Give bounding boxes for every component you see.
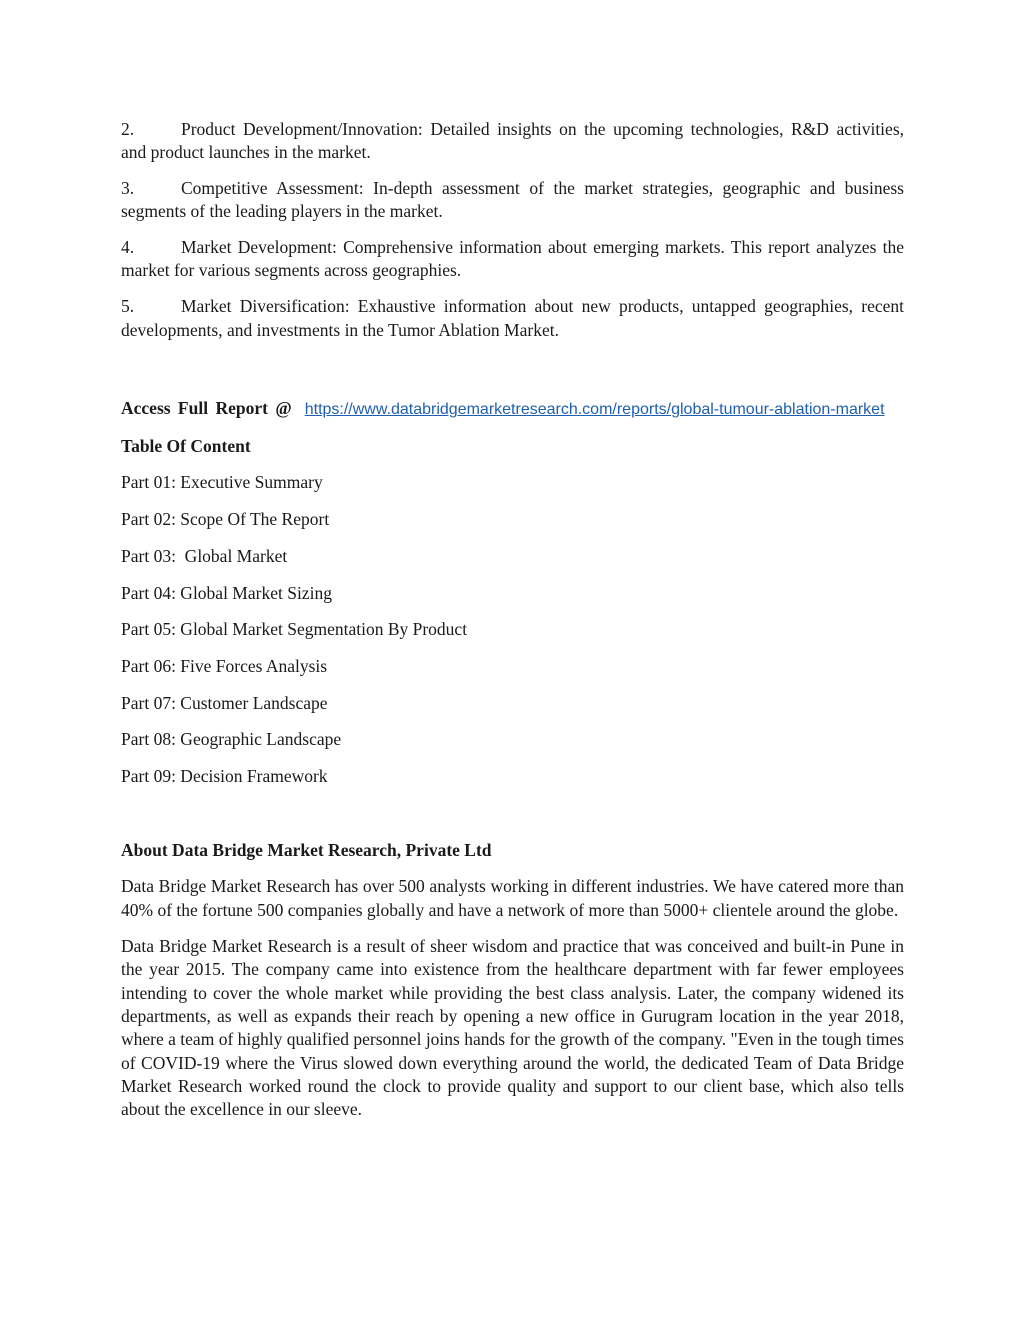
item-number: 4.	[121, 237, 135, 258]
access-full-report	[121, 397, 904, 421]
section-gap	[121, 802, 904, 839]
toc-list	[121, 471, 904, 788]
toc-item: Part 06: Five Forces Analysis	[121, 655, 328, 676]
toc-item: Part 05: Global Market Segmentation By Product	[121, 619, 468, 640]
item-text: Product Development/Innovation: Detailed insights on the upcoming technologies, R&D activities, and product launches in the market.	[121, 119, 904, 163]
toc-heading: Table Of Content	[121, 435, 251, 456]
about-paragraph: Data Bridge Market Research is a result of sheer wisdom and practice that was conceived and built-in Pune in the year 2015. The company came into existence from the healthcare department with far fewer employees intending to cover the whole market while providing the best class analysis. Later, the company widened its departments, as well as expands their reach by opening a new office in Gurugram location in the year 2018, where a team of highly qualified personnel joins hands for the growth of the company. "Even in the tough times of COVID-19 where the Virus slowed down everything around the world, the dedicated Team of Data Bridge Market Research worked round the clock to provide quality and support to our client base, which also tells about the excellence in our sleeve.	[121, 936, 904, 1120]
section-gap	[121, 354, 904, 397]
numbered-item-5	[121, 295, 904, 342]
report-link[interactable]: https://www.databridgemarketresearch.com/reports/global-tumour-ablation-market	[304, 401, 885, 419]
toc-item: Part 01: Executive Summary	[121, 472, 323, 493]
numbered-item-3	[121, 177, 904, 224]
about-paragraph: Data Bridge Market Research has over 500 analysts working in different industries. We have catered more than 40% of the fortune 500 companies globally and have a network of more than 5000+ clientele around the globe.	[121, 876, 904, 920]
toc-item: Part 04: Global Market Sizing	[121, 582, 332, 603]
toc-item: Part 03: Global Market	[121, 545, 288, 566]
access-label: Access Full Report @	[121, 398, 292, 419]
item-text: Market Diversification: Exhaustive information about new products, untapped geographies, recent developments, and investments in the Tumor Ablation Market.	[121, 296, 904, 340]
item-number: 3.	[121, 178, 135, 199]
toc-item: Part 08: Geographic Landscape	[121, 729, 342, 750]
document-page	[121, 118, 904, 1134]
numbered-item-4	[121, 236, 904, 283]
toc-item: Part 07: Customer Landscape	[121, 692, 328, 713]
toc-item: Part 09: Decision Framework	[121, 765, 328, 786]
numbered-item-2	[121, 118, 904, 165]
item-number: 5.	[121, 296, 135, 317]
item-number: 2.	[121, 119, 135, 139]
item-text: Competitive Assessment: In-depth assessment of the market strategies, geographic and business segments of the leading players in the market.	[121, 178, 904, 222]
toc-item: Part 02: Scope Of The Report	[121, 509, 330, 530]
item-text: Market Development: Comprehensive information about emerging markets. This report analyzes the market for various segments across geographies.	[121, 237, 904, 281]
about-heading: About Data Bridge Market Research, Private Ltd	[121, 839, 492, 860]
